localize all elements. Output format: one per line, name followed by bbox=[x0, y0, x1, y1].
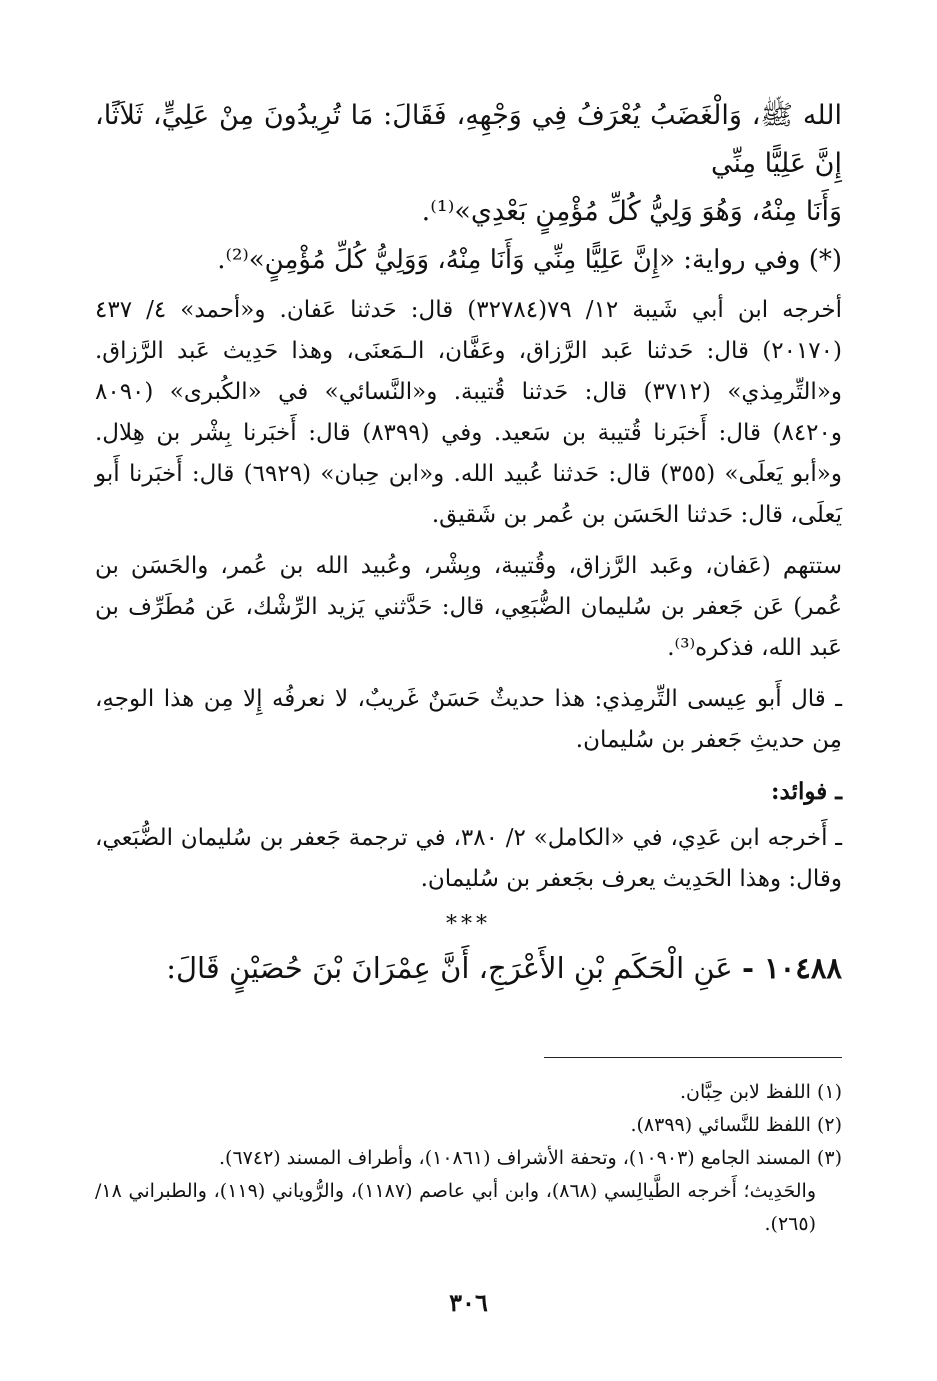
next-hadith bbox=[95, 942, 842, 994]
footnote-1: (١) اللفظ لابن حِبَّان. bbox=[679, 1081, 842, 1103]
page-body bbox=[95, 92, 842, 994]
footnotes bbox=[95, 1076, 842, 1241]
footnote-2: (٢) اللفظ للنَّسائي (٨٣٩٩). bbox=[630, 1114, 842, 1136]
footnote-3-continued: والحَدِيث؛ أَخرجه الطَّيالِسي (٨٦٨)، وابن أبي عاصم (١١٨٧)، والرُّوياني (١١٩)، والطبراني ١٨/ (٢٦٥). bbox=[95, 1180, 816, 1235]
hadith-text bbox=[95, 92, 842, 236]
fawaid-text: ـ أَخرجه ابن عَدِي، في «الكامل» ٢/ ٣٨٠، في ترجمة جَعفر بن سُليمان الضُّبَعي، وقال: وهذا الحَدِيث يعرف بجَعفر بن سُليمان. bbox=[95, 825, 843, 892]
hadith-line-2: وَأَنَا مِنْهُ، وَهُوَ وَلِيُّ كُلِّ مُؤْمِنٍ بَعْدِي»⁽¹⁾. bbox=[421, 196, 842, 227]
fawaid-heading: ـ فوائد: bbox=[771, 778, 842, 805]
page-number: ٣٠٦ bbox=[449, 1288, 488, 1317]
footnote-divider bbox=[544, 1057, 842, 1058]
footnote-3: (٣) المسند الجامع (١٠٩٠٣)، وتحفة الأشراف (١٠٨٦١)، وأطراف المسند (٦٧٤٢). bbox=[219, 1147, 842, 1169]
next-hadith-text: عَنِ الْحَكَمِ بْنِ الأَعْرَجِ، أَنَّ عِمْرَانَ بْنَ حُصَيْنٍ قَالَ: bbox=[166, 951, 733, 985]
hadith-number: ١٠٤٨٨ - bbox=[741, 951, 842, 985]
tirmidhi-comment: ـ قال أَبو عِيسى التِّرمِذي: هذا حديثٌ حَسَنٌ غَريبٌ، لا نعرفُه إِلا مِن هذا الوجهِ، مِن حديثِ جَعفر بن سُليمان. bbox=[95, 686, 842, 753]
hadith-line-1: الله ﷺ، وَالْغَضَبُ يُعْرَفُ فِي وَجْهِهِ، فَقَالَ: مَا تُرِيدُونَ مِنْ عَلِيٍّ، ثَلاَثًا، إِنَّ عَلِيًّا مِنِّي bbox=[95, 100, 842, 179]
isnad-paragraph: ستتهم (عَفان، وعَبد الرَّزاق، وقُتيبة، وبِشْر، وعُبيد الله بن عُمر، والحَسَن بن عُمر) عَن جَعفر بن سُليمان الضُّبَعِي، قال: حَدَّثني يَزيد الرِّشْك، عَن مُطَرِّف بن عَبد الله، فذكره⁽³⁾. bbox=[95, 553, 842, 661]
alternate-narration: (*) وفي رواية: «إِنَّ عَلِيًّا مِنِّي وَأَنَا مِنْهُ، وَوَلِيُّ كُلِّ مُؤْمِنٍ»⁽²⁾. bbox=[217, 245, 842, 275]
section-separator: *** bbox=[446, 912, 491, 937]
takhrij-paragraph: أخرجه ابن أبي شَيبة ١٢/ ٧٩(٣٢٧٨٤) قال: حَدثنا عَفان. و«أحمد» ٤/ ٤٣٧ (٢٠١٧٠) قال: حَدثنا عَبد الرَّزاق، وعَفَّان، الـمَعنَى، وهذا حَدِيث عَبد الرَّزاق. و«التِّرمِذي» (٣٧١٢) قال: حَدثنا قُتيبة. و«النَّسائي» في «الكُبرى» (٨٠٩٠ و٨٤٢٠) قال: أَخبَرنا قُتيبة بن سَعيد. وفي (٨٣٩٩) قال: أَخبَرنا بِشْر بن هِلال. و«أبو يَعلَى» (٣٥٥) قال: حَدثنا عُبيد الله. و«ابن حِبان» (٦٩٢٩) قال: أَخبَرنا أَبو يَعلَى، قال: حَدثنا الحَسَن بن عُمر بن شَقيق. bbox=[95, 297, 843, 528]
